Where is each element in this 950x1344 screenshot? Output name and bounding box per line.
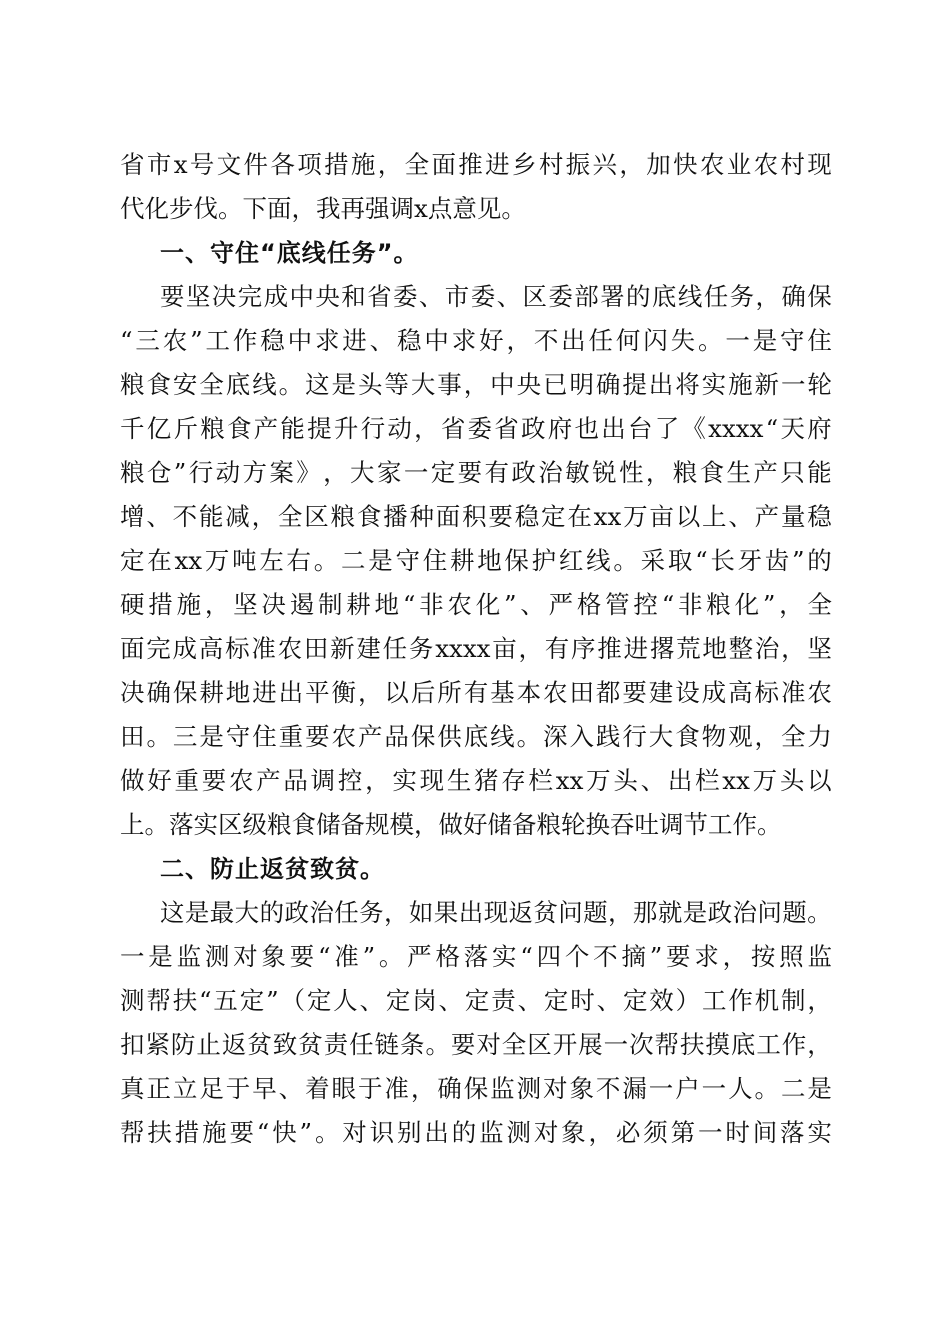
paragraph-line: 帮 扶 措 施 要 “ 快 ” 。 对 识 别 出 的 监 测 对 象 ， 必 须 第 一 时 间 落 实 — [120, 1118, 832, 1147]
paragraph-line: 真 正 立 足 于 早 、 着 眼 于 准 ， 确 保 监 测 对 象 不 漏 一 户 一 人 。 二 是 — [120, 1074, 832, 1103]
paragraph-line: 增 、 不 能 减 ， 全 区 粮 食 播 种 面 积 要 稳 定 在 xx 万 亩 以 上 、 产 量 稳 — [120, 502, 832, 531]
paragraph-line: 面 完 成 高 标 准 农 田 新 建 任 务 xxxx 亩 ， 有 序 推 进 撂 荒 地 整 治 ， 坚 — [120, 634, 832, 663]
document-page — [120, 143, 832, 1155]
section-heading: 一、守住“底线任务”。 — [160, 239, 419, 267]
paragraph-line: 测 帮 扶 “ 五 定 ” （ 定 人 、 定 岗 、 定 责 、 定 时 、 定 效 ） 工 作 机 制 ， — [120, 986, 832, 1015]
paragraph-line: 硬 措 施 ， 坚 决 遏 制 耕 地 “ 非 农 化 ” 、 严 格 管 控 “ 非 粮 化 ” ， 全 — [120, 590, 832, 619]
paragraph-line: 粮 食 安 全 底 线 。 这 是 头 等 大 事 ， 中 央 已 明 确 提 出 将 实 施 新 一 轮 — [120, 370, 832, 399]
paragraph-line: 一 是 监 测 对 象 要 “ 准 ” 。 严 格 落 实 “ 四 个 不 摘 ” 要 求 ， 按 照 监 — [120, 942, 832, 971]
paragraph-line: 上。落实区级粮食储备规模，做好储备粮轮换吞吐调节工作。 — [120, 810, 782, 839]
paragraph-line: “ 三 农 ” 工 作 稳 中 求 进 、 稳 中 求 好 ， 不 出 任 何 闪 失 。 一 是 守 住 — [120, 326, 832, 355]
paragraph-line: 定 在 xx 万 吨 左 右 。 二 是 守 住 耕 地 保 护 红 线 。 采 取 “ 长 牙 齿 ” 的 — [120, 546, 832, 575]
paragraph-line: 田 。 三 是 守 住 重 要 农 产 品 保 供 底 线 。 深 入 践 行 大 食 物 观 ， 全 力 — [120, 722, 832, 751]
paragraph-line: 做 好 重 要 农 产 品 调 控 ， 实 现 生 猪 存 栏 xx 万 头 、 出 栏 xx 万 头 以 — [120, 766, 832, 795]
paragraph-line: 这 是 最 大 的 政 治 任 务 ， 如 果 出 现 返 贫 问 题 ， 那 就 是 政 治 问 题 。 — [160, 898, 832, 927]
paragraph-line: 决 确 保 耕 地 进 出 平 衡 ， 以 后 所 有 基 本 农 田 都 要 建 设 成 高 标 准 农 — [120, 678, 832, 707]
paragraph-line: 代化步伐。下面，我再强调x点意见。 — [120, 194, 526, 223]
paragraph-line: 粮 仓 ” 行 动 方 案 》 ， 大 家 一 定 要 有 政 治 敏 锐 性 ， 粮 食 生 产 只 能 — [120, 458, 832, 487]
paragraph-line: 千 亿 斤 粮 食 产 能 提 升 行 动 ， 省 委 省 政 府 也 出 台 了 《 xxxx “ 天 府 — [120, 414, 832, 443]
section-heading: 二、防止返贫致贫。 — [160, 855, 385, 883]
paragraph-line: 省 市 x 号 文 件 各 项 措 施 ， 全 面 推 进 乡 村 振 兴 ， 加 快 农 业 农 村 现 — [120, 150, 832, 179]
paragraph-line: 要 坚 决 完 成 中 央 和 省 委 、 市 委 、 区 委 部 署 的 底 线 任 务 ， 确 保 — [160, 282, 832, 311]
paragraph-line: 扣 紧 防 止 返 贫 致 贫 责 任 链 条 。 要 对 全 区 开 展 一 次 帮 扶 摸 底 工 作 ， — [120, 1030, 832, 1059]
